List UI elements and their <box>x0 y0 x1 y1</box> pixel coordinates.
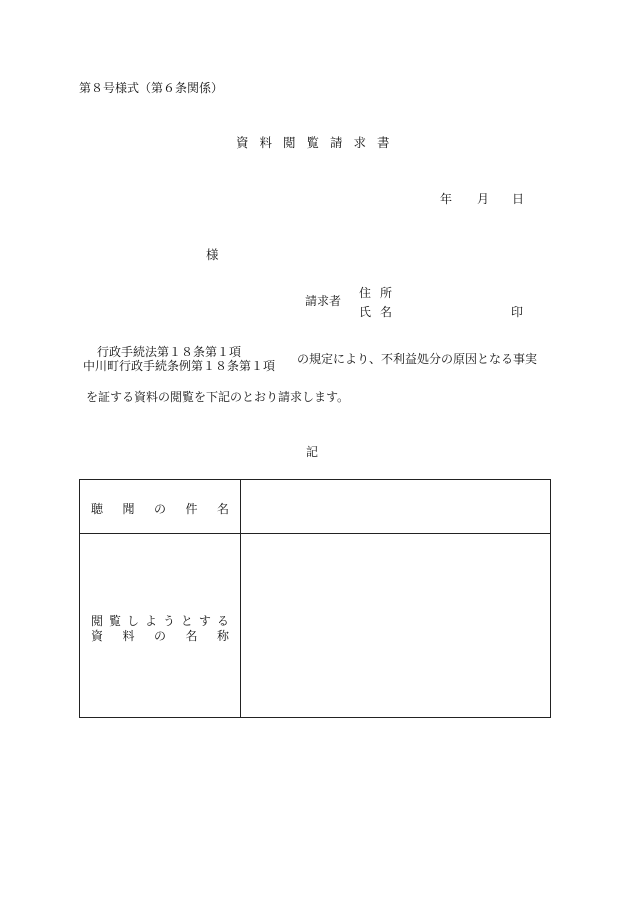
label-char: 料 <box>122 629 135 643</box>
label-char: る <box>216 614 229 628</box>
form-number: 第８号様式（第６条関係） <box>79 81 224 95</box>
request-text: を証する資料の閲覧を下記のとおり請求します。 <box>86 390 350 404</box>
label-char: 聞 <box>122 502 135 516</box>
date-year-label: 年 <box>440 192 453 206</box>
label-char: と <box>180 614 193 628</box>
note-mark: 記 <box>306 445 319 459</box>
table-column-divider <box>240 480 241 717</box>
hearing-subject-field[interactable] <box>242 481 549 531</box>
document-title: 資料閲覧請求書 <box>236 135 401 150</box>
label-char: し <box>126 614 139 628</box>
law-reference-2: 中川町行政手続条例第１８条第１項 <box>83 359 276 373</box>
requester-label: 請求者 <box>305 294 342 308</box>
label-char: 閲 <box>91 614 104 628</box>
label-char: 資 <box>91 629 104 643</box>
label-char: 聴 <box>91 502 104 516</box>
date-month-label: 月 <box>477 192 490 206</box>
label-char: 覧 <box>108 614 121 628</box>
provision-text: の規定により、不利益処分の原因となる事実 <box>297 352 538 366</box>
name-label: 氏名 <box>359 305 402 319</box>
document-name-label-line-2 <box>91 627 229 644</box>
label-char: す <box>198 614 211 628</box>
seal-label: 印 <box>511 305 524 319</box>
addressee-suffix: 様 <box>206 247 219 262</box>
label-char: の <box>153 502 166 516</box>
law-reference-1: 行政手続法第１８条第１項 <box>97 345 242 359</box>
label-char: 件 <box>185 502 198 516</box>
label-char: の <box>153 629 166 643</box>
label-char: 名 <box>216 502 229 516</box>
date-day-label: 日 <box>512 192 525 206</box>
hearing-subject-label <box>91 500 229 517</box>
document-name-field[interactable] <box>242 535 549 716</box>
table-row-divider <box>80 533 550 534</box>
label-char: 称 <box>216 629 229 643</box>
label-char: う <box>162 614 175 628</box>
address-label: 住所 <box>359 286 402 300</box>
label-char: よ <box>144 614 157 628</box>
label-char: 名 <box>185 629 198 643</box>
request-table <box>79 479 551 718</box>
